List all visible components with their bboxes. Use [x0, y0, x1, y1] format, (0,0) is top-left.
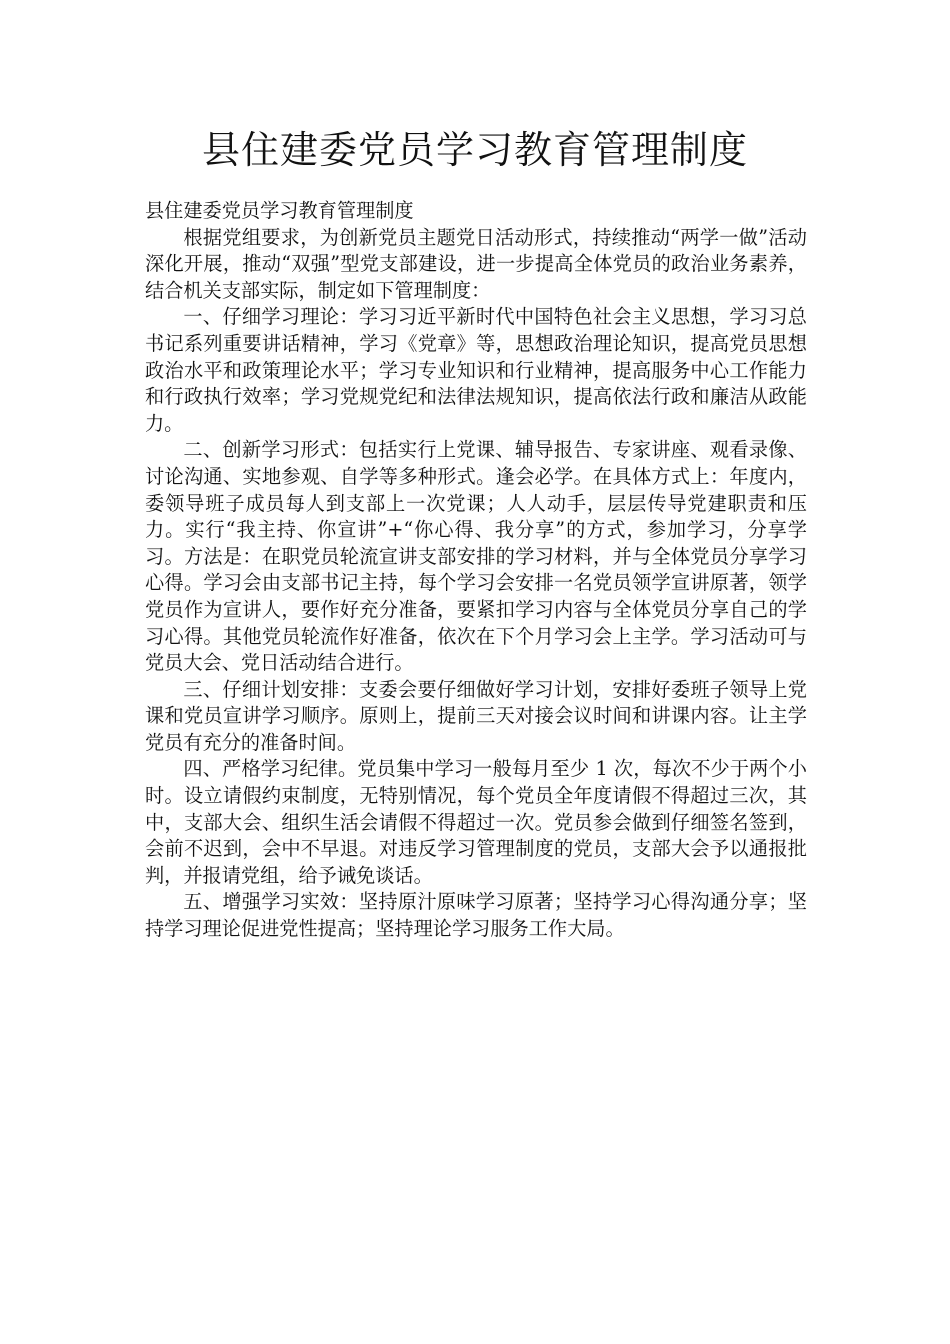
paragraph-section-3: 三、仔细计划安排：支委会要仔细做好学习计划，安排好委班子领导上党课和党员宣讲学习顺序。原则上，提前三天对接会议时间和讲课内容。让主学党员有充分的准备时间。: [145, 677, 807, 754]
paragraph-section-1: 一、仔细学习理论：学习习近平新时代中国特色社会主义思想，学习习总书记系列重要讲话精神，学习《党章》等，思想政治理论知识，提高党员思想政治水平和政策理论水平；学习专业知识和行业精神，提高服务中心工作能力和行政执行效率；学习党规党纪和法律法规知识，提高依法行政和廉洁从政能力。: [145, 305, 807, 435]
paragraph-section-5: 五、增强学习实效：坚持原汁原味学习原著；坚持学习心得沟通分享；坚持学习理论促进党性提高；坚持理论学习服务工作大局。: [145, 890, 807, 941]
paragraph-intro: 根据党组要求，为创新党员主题党日活动形式，持续推动“两学一做”活动深化开展，推动“双强”型党支部建设，进一步提高全体党员的政治业务素养，结合机关支部实际，制定如下管理制度：: [145, 225, 807, 302]
paragraph-section-4: 四、严格学习纪律。党员集中学习一般每月至少 1 次，每次不少于两个小时。设立请假约束制度，无特别情况，每个党员全年度请假不得超过三次，其中，支部大会、组织生活会请假不得超过一次。党员参会做到仔细签名签到，会前不迟到，会中不早退。对违反学习管理制度的党员，支部大会予以通报批判，并报请党组，给予诫免谈话。: [145, 757, 807, 887]
document-body: [145, 198, 807, 943]
document-subtitle: 县住建委党员学习教育管理制度: [145, 199, 414, 222]
paragraph-section-2: 二、创新学习形式：包括实行上党课、辅导报告、专家讲座、观看录像、讨论沟通、实地参观、自学等多种形式。逢会必学。在具体方式上：年度内，委领导班子成员每人到支部上一次党课；人人动手，层层传导党建职责和压力。实行“我主持、你宣讲”+“你心得、我分享”的方式，参加学习，分享学习。方法是：在职党员轮流宣讲支部安排的学习材料，并与全体党员分享学习心得。学习会由支部书记主持，每个学习会安排一名党员领学宣讲原著，领学党员作为宣讲人，要作好充分准备，要紧扣学习内容与全体党员分享自己的学习心得。其他党员轮流作好准备，依次在下个月学习会上主学。学习活动可与党员大会、党日活动结合进行。: [145, 438, 807, 675]
document-title: 县住建委党员学习教育管理制度: [201, 128, 748, 172]
